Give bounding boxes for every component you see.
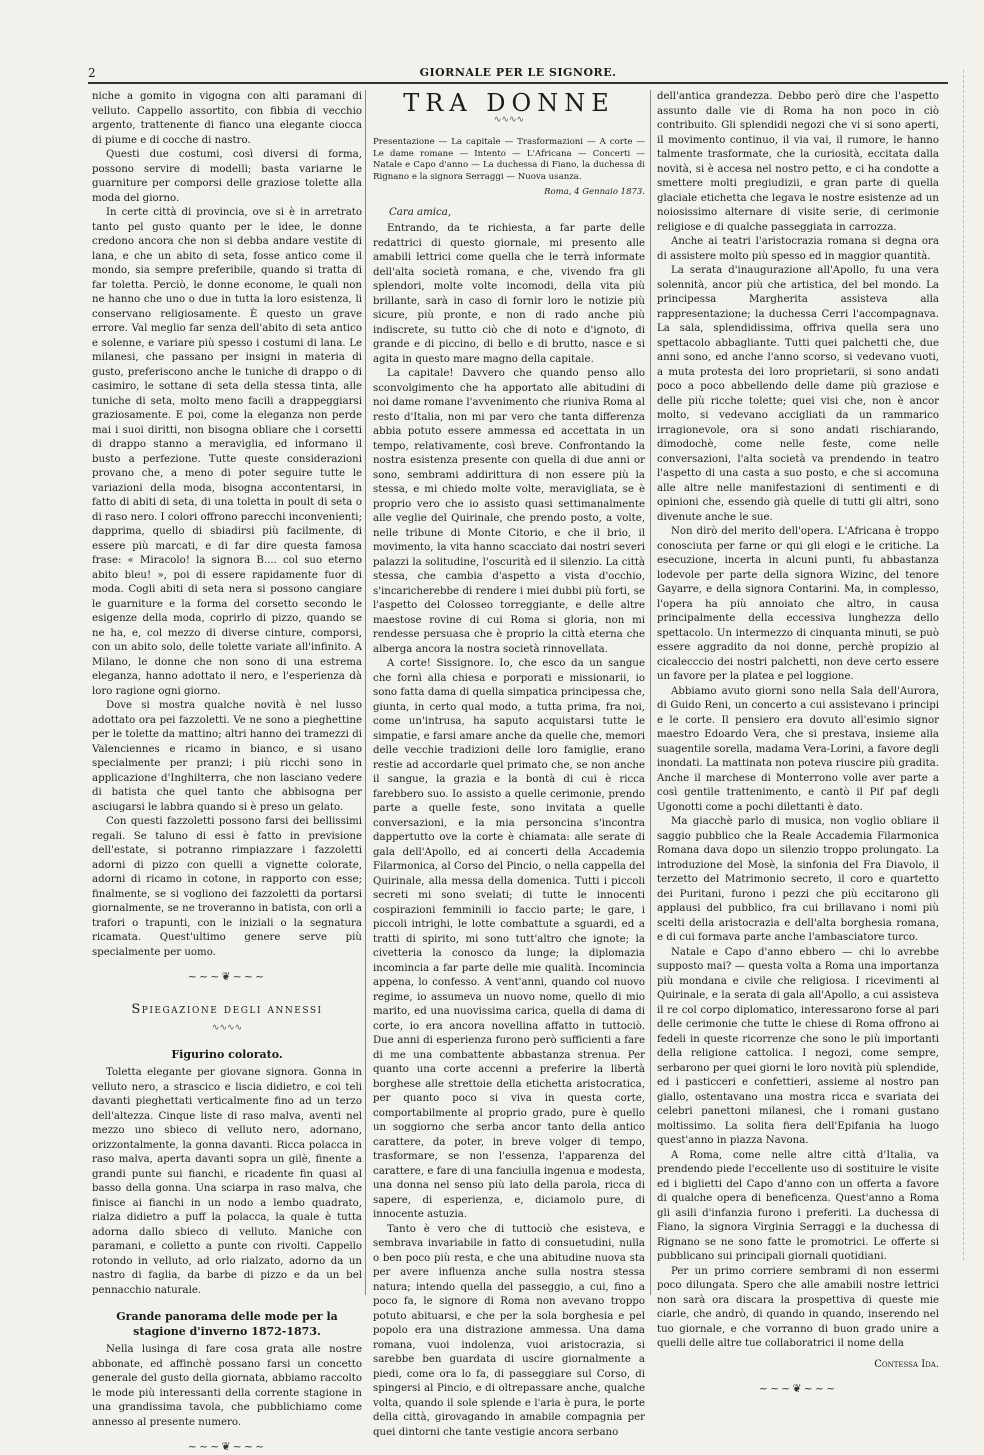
- page-number: 2: [88, 66, 97, 80]
- paragraph: Questi due costumi, così diversi di forma, possono servire di modelli; basta variarne le guarniture per comporsi delle graziose tolette alla moda del giorno.: [92, 149, 362, 204]
- column-center: [373, 89, 645, 1438]
- page-header: [88, 64, 948, 84]
- paragraph: A Roma, come nelle altre città d'Italia, va prendendo piede l'eccellente uso di sostituire le visite ed i biglietti del Capo d'anno con un offerta a favore di qualche opera di beneficenza. Quest'anno a Roma gli asili d'infanzia furono i preferiti. La duchessa di Fiano, la signora Virginia Serraggi e la duchessa di Rignano se ne sono fatte le promotrici. Le offerte si pubblicano sui principali giornali quotidiani.: [657, 1149, 939, 1262]
- paragraph: Toletta elegante per giovane signora. Gonna in velluto nero, a strascico e liscia didietro, e coi teli davanti pieghettati verticalmente fino ad un terzo dell'altezza. Cinque liste di raso malva, aventi nel mezzo uno sbieco di velluto nero, adornano, orizzontalmente, la gonna davanti. Ricca polacca in raso malva, aperta davanti sopra un gilè, finente a grandi punte sui fianchi, e ricadente fin quasi al basso della gonna. Una sciarpa in raso malva, che finisce ai fianchi in un nodo a lembo quadrato, rialza didietro a puff la polacca, la quale è tutta adorna dallo sbieco di velluto. Maniche con paramani, e colletto a punte con rivolti. Cappello rotondo in velluto, ad orlo rialzato, adorno da un nastro di faglia, da barbe di pizzo e da un bel pennacchio naturale.: [92, 1067, 362, 1296]
- paragraph: Nella lusinga di fare cosa grata alle nostre abbonate, ed affinchè possano farsi un concetto generale del gusto della giornata, abbiamo raccolto le mode più interessanti della corrente stagione in una grandissima tavola, che pubblichiamo come annesso al presente numero.: [92, 1344, 362, 1428]
- paragraph: Per un primo corriere sembrami di non essermi poco dilungata. Spero che alle amabili nostre lettrici non sarà ora discara la prospettiva di queste mie ciarle, che andrò, di quando in quando, inserendo nel tuo giornale, e che vorranno di buon grado unire a quelli delle altre tue collaboratrici il nome della: [657, 1265, 939, 1349]
- scan-edge: [957, 70, 964, 1260]
- ornament-divider: ~~~❦~~~: [187, 970, 267, 983]
- subhead-figurino: Figurino colorato.: [171, 1047, 283, 1061]
- paragraph: La capitale! Davvero che quando penso allo sconvolgimento che ha apportato alle abitudini di noi dame romane l'avvenimento che riuniva Roma al resto d'Italia, non mi par vero che tanta differenza abbia potuto essere ammessa ed accettata in un tempo, relativamente, così breve. Confrontando la nostra esistenza presente con quella di due anni or sono, sembrami addirittura di non essere più la stessa, e mi chiedo molte volte, meravigliata, se è proprio vero che io assisto quasi settimanalmente alle veglie del Quirinale, che prendo posto, a volte, nelle tribune di Monte Citorio, e che il brio, il movimento, la vita hanno scacciato dai nostri severi palazzi la solitudine, l'oscurità ed il silenzio. La città stessa, che cambia d'aspetto a vista d'occhio, s'incaricherebbe di rendere i miei dubbi più forti, se l'aspetto del Colosseo torreggiante, e delle altre maestose rovine di cui Roma si gloria, non mi rendesse persuasa che è proprio la città eterna che alberga ancora la nostra società rinnovellata.: [373, 368, 645, 655]
- paragraph: In certe città di provincia, ove si è in arretrato tanto pel gusto quanto per le idee, le donne credono ancora che non si debba andare vestite di lana, e che un abito di seta, fosse antico come il mondo, sia sempre preferibile, quando si tratta di far toletta. Perciò, le donne econome, le quali non ne hanno che uno o due in tutta la loro esistenza, li conservano religiosamente. È questo un grave errore. Val meglio far senza dell'abito di seta antico e solenne, e variare più spesso i costumi di lana. Le milanesi, che passano per insigni in materia di gusto, preferiscono anche le tuniche di drappo o di casimiro, le sottane di seta della stessa tinta, alle tuniche di seta, molto meno facili a drappeggiarsi graziosamente. E poi, come la eleganza non perde mai i suoi diritti, non bisogna obliare che i corsetti di drappo stanno a meraviglia, ed informano il busto a perfezione. Tutte queste considerazioni provano che, a meno di poter seguire tutte le variazioni della moda, bisogna accontentarsi, in fatto di abiti di seta, di una toletta in poult di seta o di raso nero. I colori offrono parecchi inconvenienti; dapprima, quello di sbiadirsi più facilmente, di essere più marcati, e di far dire questa famosa frase: « Miracolo! la signora B.... col suo eterno abito bleu! », poi di essere rapidamente fuor di moda. Cogli abiti di seta nera si possono cangiare le guarniture e la forma del corsetto secondo le esigenze della moda, coprirlo di pizzo, quando se ne ha, e, col mezzo di diverse cinture, comporsi, con un abito solo, delle tolette variate all'infinito. A Milano, le donne che non sono di una estrema eleganza, hanno adottato il nero, e l'esperienza dà loro ragione ogni giorno.: [92, 207, 362, 697]
- paragraph: Natale e Capo d'anno ebbero — chi lo avrebbe supposto mai? — questa volta a Roma una importanza più mondana e civile che religiosa. I ricevimenti al Quirinale, e la serata di gala all'Apollo, a cui assisteva il re col corpo diplomatico, interessarono forse al pari delle cerimonie che tutte le chiese di Roma offrono ai fedeli in queste ricorrenze che sono le più importanti della religione cattolica. I negozi, come sempre, serbarono per quei giorni le loro novità più splendide, ed i pasticceri e confettieri, assieme al nostro pan giallo, ostentavano una mostra ricca e svariata dei celebri panettoni milanesi, che i romani gustano moltissimo. La solita fiera dell'Epifania ha luogo quest'anno in piazza Navona.: [657, 946, 939, 1146]
- paragraph: A corte! Sissignore. Io, che esco da un sangue che fornì alla chiesa e porporati e missionarii, io sono fatta dama di quella simpatica principessa che, giunta, in certo qual modo, a tutta prima, fra noi, come un'intrusa, ha saputo acquistarsi tutte le simpatie, e farsi amare anche da quelle che, memori delle vecchie tradizioni delle loro famiglie, erano restie ad accordarle quel primato che, se non anche il sangue, la grazia e la bontà di cui è ricca farebbero suo. Io assisto a quelle cerimonie, prendo parte a quelle feste, sono invitata a quelle conversazioni, e la mia personcina s'incontra dappertutto ove la corte è chiamata: alle serate di gala dell'Apollo, ed ai concerti della Accademia Filarmonica, al Corso del Pincio, o nella cappella del Quirinale, alla messa della domenica. Tutti i piccoli secreti mi sono svelati; di tutte le innocenti cospirazioni femminili io faccio parte; le gare, i piccoli intrighi, le lotte combattute a sguardi, ed a tratti di spirito, mi sono tutt'altro che ignote; la civetteria la conosco da lunge; la diplomazia incomincia a far parte delle mie qualità. Incomincia appena, lo confesso. A vent'anni, quando col nuovo regime, io assumeva un nuovo nome, quello di mio marito, ed una nuovissima carica, quella di dama di corte, io era ancora novellina affatto in tuttociò. Due anni di esperienza furono però sufficienti a fare di me una combattente abbastanza strenua. Per quanto una corte accenni a preferire la libertà borghese alle strettoie della etichetta aristocratica, per quanto poco si viva in questa corte, comportabilmente al proprio grado, pure è quello un soggiorno che serba ancor tanto della antico carattere, da poter, in breve volger di tempo, trasformare, se non l'essenza, l'apparenza del carattere, e fare di una fanciulla ingenua e modesta, una donna nel senso più lato della parola, ricca di sapere, di esperienza, e, diciamolo pure, di innocente astuzia.: [373, 658, 645, 1220]
- column-right: [657, 90, 939, 1395]
- column-rule: [650, 90, 651, 1295]
- article-summary: Presentazione — La capitale — Trasformazioni — A corte — Le dame romane — Intento — L'Africana — Concerti — Natale e Capo d'anno — La duchessa di Fiano, la duchessa di Rignano e la signora Serraggi — Nuova usanza.: [373, 137, 645, 182]
- dateline: Roma, 4 Gennaio 1873.: [544, 187, 645, 197]
- section-title: Spiegazione degli annessi: [131, 1001, 323, 1017]
- article-title: TRA DONNE: [403, 89, 615, 117]
- ornament-divider: ~~~❦~~~: [758, 1382, 838, 1395]
- column-rule: [365, 90, 366, 1295]
- ornament-squiggle: ∿∿∿∿: [211, 1023, 243, 1033]
- paragraph: dell'antica grandezza. Debbo però dire che l'aspetto assunto dalle vie di Roma ha non poco in ciò contribuito. Gli splendidi negozi che vi si sono aperti, il movimento continuo, il via vai, il rumore, le hanno talmente trasformate, che la curiosità, eccitata dalla novità, si è accesa nel nostro petto, e ci ha condotte a smettere molti pregiudizii, e gran parte di quella glaciale etichetta che legava le nostre esistenze ad un noiosissimo alternare di visite serie, di cerimonie religiose e di qualche passeggiata in carrozza.: [657, 91, 939, 233]
- paragraph: niche a gomito in vigogna con alti paramani di velluto. Cappello assortito, con fibbia di vecchio argento, trattenente di fianco una elegante ciocca di piume e di cocche di nastro.: [92, 91, 362, 146]
- paragraph: Tanto è vero che di tuttociò che esisteva, e sembrava invariabile in fatto di consuetudini, nulla o ben poco più resta, e che una abitudine nuova sta per avere influenza anche sulla nostra stessa natura; intendo quella del passeggio, a cui, fino a poco fa, le signore di Roma non avevano troppo potuto abituarsi, e che per la sola borghesia e pel popolo era una distrazione ammessa. Una dama romana, vuoi indolenza, vuoi aristocrazia, si sarebbe ben guardata di uscire giornalmente a piedi, come ora lo fa, di passeggiare sul Corso, di spingersi al Pincio, e di oltrepassare anche, qualche volta, quando il sole splende e l'aria è pura, le porte della città, girovagando in amabile compagnia per quei dintorni che tante vestigie ancora serbano: [373, 1223, 645, 1438]
- paragraph: Dove si mostra qualche novità è nel lusso adottato ora pei fazzoletti. Ve ne sono a pieghettine per le tolette da mattino; altri hanno dei tramezzi di Valenciennes e ricamo in bianco, e si usano specialmente per pranzi; i più ricchi sono in applicazione d'Inghilterra, che non lasciano vedere di batista che quel tanto che abbisogna per asciugarsi le labbra quando si è preso un gelato.: [92, 700, 362, 813]
- signature: Contessa Ida.: [874, 1358, 939, 1370]
- paragraph: Abbiamo avuto giorni sono nella Sala dell'Aurora, di Guido Reni, un concerto a cui assistevano i principi e le corte. Il pensiero era dovuto all'esimio signor maestro Edoardo Vera, che si prestava, insieme alla suagentile sorella, madama Vera-Lorini, a favore degli inondati. La mattinata non poteva riuscire più gradita. Anche il marchese di Monterrono volle aver parte a così gentile trattenimento, e cantò il Pif paf degli Ugonotti come a pochi dilettanti è dato.: [657, 685, 939, 813]
- salutation: Cara amica,: [389, 206, 452, 218]
- subhead-panorama: Grande panorama delle mode per la stagione d'inverno 1872-1873.: [116, 1310, 338, 1338]
- paragraph: Non dirò del merito dell'opera. L'Africana è troppo conosciuta per farne or qui gli elogi e le critiche. La esecuzione, incerta in alcuni punti, fu abbastanza lodevole per parte della signora Wizinc, del tenore Gayarre, e della signora Contarini. Ma, in complesso, l'opera ha più annoiato che altro, in causa principalmente della eccessiva lunghezza dello spettacolo. Un intermezzo di cinquanta minuti, se può essere aggradito da noi donne, perchè propizio al cicalecccio dei nostri palchetti, non deve certo essere un favore per la platea e pel loggione.: [657, 526, 939, 682]
- masthead: GIORNALE PER LE SIGNORE.: [419, 66, 617, 79]
- ornament-divider: ~~~❦~~~: [187, 1440, 267, 1453]
- paragraph: Entrando, da te richiesta, a far parte delle redattrici di questo giornale, mi presento alle amabili lettrici come quella che le terrà informate dell'alta società romana, e che, vivendo fra gli splendori, molte volte incomodi, della vita più brillante, sarà in caso di fornir loro le notizie più sicure, più pronte, e non di rado anche più indiscrete, su tutto ciò che di noto e d'ignoto, di grande e di piccino, di bello e di brutto, nasce e si agita in questo mare magno della capitale.: [373, 223, 645, 365]
- paragraph: Con questi fazzoletti possono farsi dei bellissimi regali. Se taluno di essi è fatto in previsione dell'estate, si potranno rimpiazzare i fazzoletti adorni di pizzo con quelli a vignette colorate, adorni di ricamo in cotone, in rapporto con esse; finalmente, se si vogliono dei fazzoletti da portarsi giornalmente, se ne troveranno in batista, con orli a trafori o trapunti, con le iniziali o la segnatura ricamata. Quest'ultimo genere serve più specialmente per uomo.: [92, 816, 362, 958]
- column-left: [92, 90, 362, 1453]
- paragraph: Anche ai teatri l'aristocrazia romana si degna ora di assistere molto più spesso ed in maggior quantità.: [657, 236, 939, 262]
- paragraph: La serata d'inaugurazione all'Apollo, fu una vera solennità, ancor più che artistica, del bel mondo. La principessa Margherita assisteva alla rappresentazione; la duchessa Cerri l'accompagnava. La sala, splendidissima, offriva quella sera uno spettacolo abbagliante. Tutti quei palchetti che, due anni sono, ed anche l'anno scorso, si vedevano vuoti, a muta protesta dei loro proprietarii, si sono andati poco a poco abbellendo delle dame più graziose e delle più ricche tolette; quei visi che, non è ancor molto, si vedevano accigliati da un rammarico irragionevole, ora si sono andati rischiarando, dimodochè, come nelle feste, come nelle conversazioni, l'alta società va prendendo in teatro l'aspetto di una casta a suo posto, e che si accomuna alle altre nelle manifestazioni di sentimenti e di opinioni che, essendo già quelle di tutti gli altri, sono divenute anche le sue.: [657, 265, 939, 523]
- ornament-squiggle: ∿∿∿∿: [493, 114, 525, 125]
- paragraph: Ma giacchè parlo di musica, non voglio obliare il saggio pubblico che la Reale Accademia Filarmonica Romana dava dopo un silenzio troppo prolungato. La introduzione del Mosè, la sinfonia del Fra Diavolo, il terzetto del Matrimonio secreto, il coro e quartetto dei Puritani, furono i pezzi che più eccitarono gli applausi del pubblico, fra cui brillavano i nomi più scelti della aristocrazia e dell'alta borghesia romana, e di cui formava parte anche l'ambasciatore turco.: [657, 816, 939, 943]
